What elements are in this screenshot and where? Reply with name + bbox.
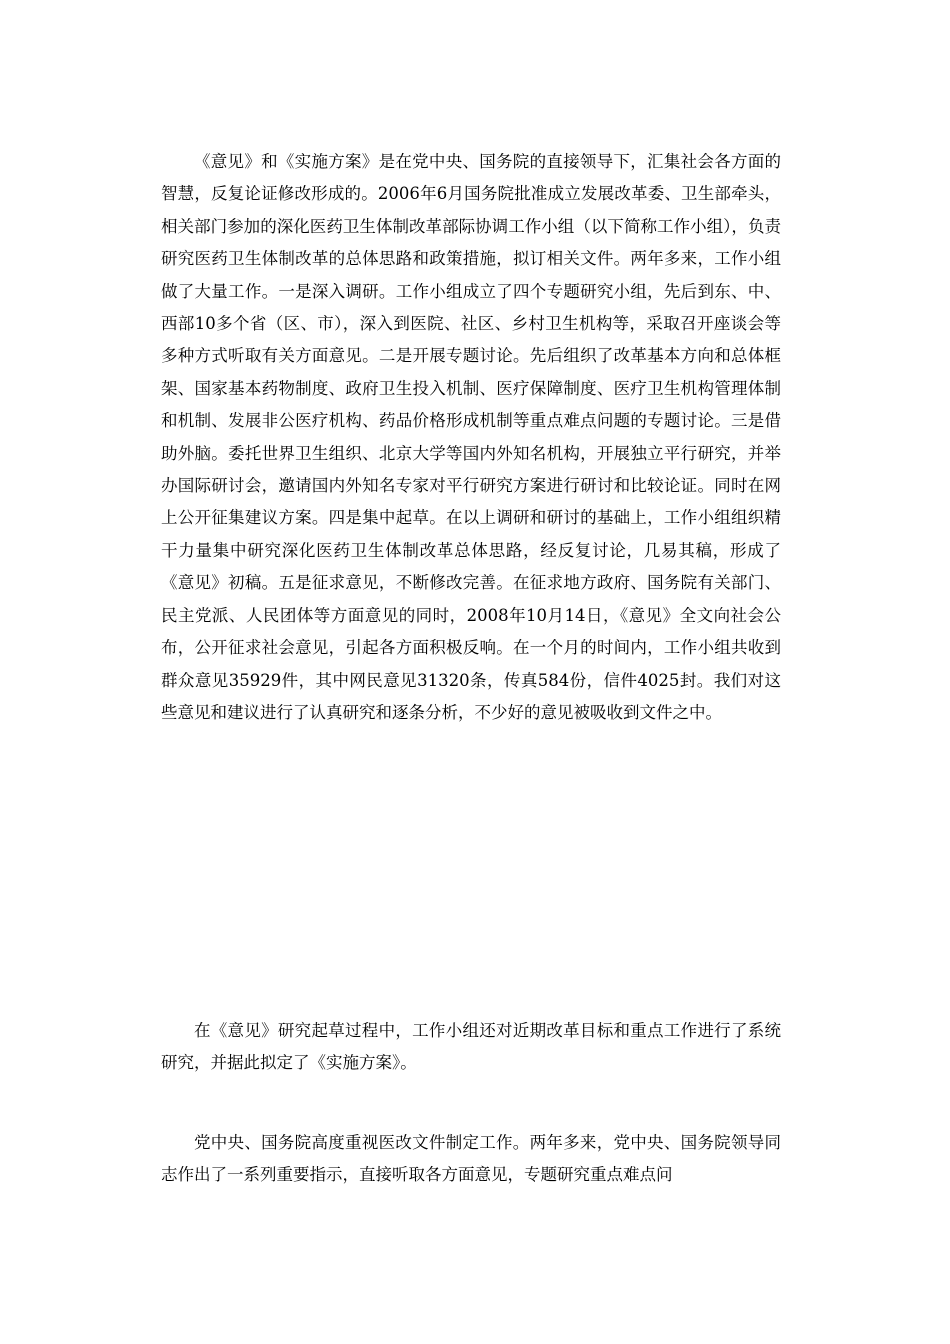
body-paragraph-1: 《意见》和《实施方案》是在党中央、国务院的直接领导下，汇集社会各方面的智慧，反复论证修改形成的。2006年6月国务院批准成立发展改革委、卫生部牵头，相关部门参加的深化医药卫生体制改革部际协调工作小组（以下简称工作小组），负责研究医药卫生体制改革的总体思路和政策措施，拟订相关文件。两年多来，工作小组做了大量工作。一是深入调研。工作小组成立了四个专题研究小组，先后到东、中、西部10多个省（区、市），深入到医院、社区、乡村卫生机构等，采取召开座谈会等多种方式听取有关方面意见。二是开展专题讨论。先后组织了改革基本方向和总体框架、国家基本药物制度、政府卫生投入机制、医疗保障制度、医疗卫生机构管理体制和机制、发展非公医疗机构、药品价格形成机制等重点难点问题的专题讨论。三是借助外脑。委托世界卫生组织、北京大学等国内外知名机构，开展独立平行研究，并举办国际研讨会，邀请国内外知名专家对平行研究方案进行研讨和比较论证。同时在网上公开征集建议方案。四是集中起草。在以上调研和研讨的基础上，工作小组组织精干力量集中研究深化医药卫生体制改革总体思路，经反复讨论，几易其稿，形成了《意见》初稿。五是征求意见，不断修改完善。在征求地方政府、国务院有关部门、民主党派、人民团体等方面意见的同时，2008年10月14日，《意见》全文向社会公布，公开征求社会意见，引起各方面积极反响。在一个月的时间内，工作小组共收到群众意见35929件，其中网民意见31320条，传真584份，信件4025封。我们对这些意见和建议进行了认真研究和逐条分析，不少好的意见被吸收到文件之中。 (161, 152, 781, 722)
body-paragraph-3: 党中央、国务院高度重视医改文件制定工作。两年多来，党中央、国务院领导同志作出了一系列重要指示，直接听取各方面意见，专题研究重点难点问 (161, 1133, 781, 1185)
body-paragraph-2: 在《意见》研究起草过程中，工作小组还对近期改革目标和重点工作进行了系统研究，并据此拟定了《实施方案》。 (161, 1021, 781, 1073)
